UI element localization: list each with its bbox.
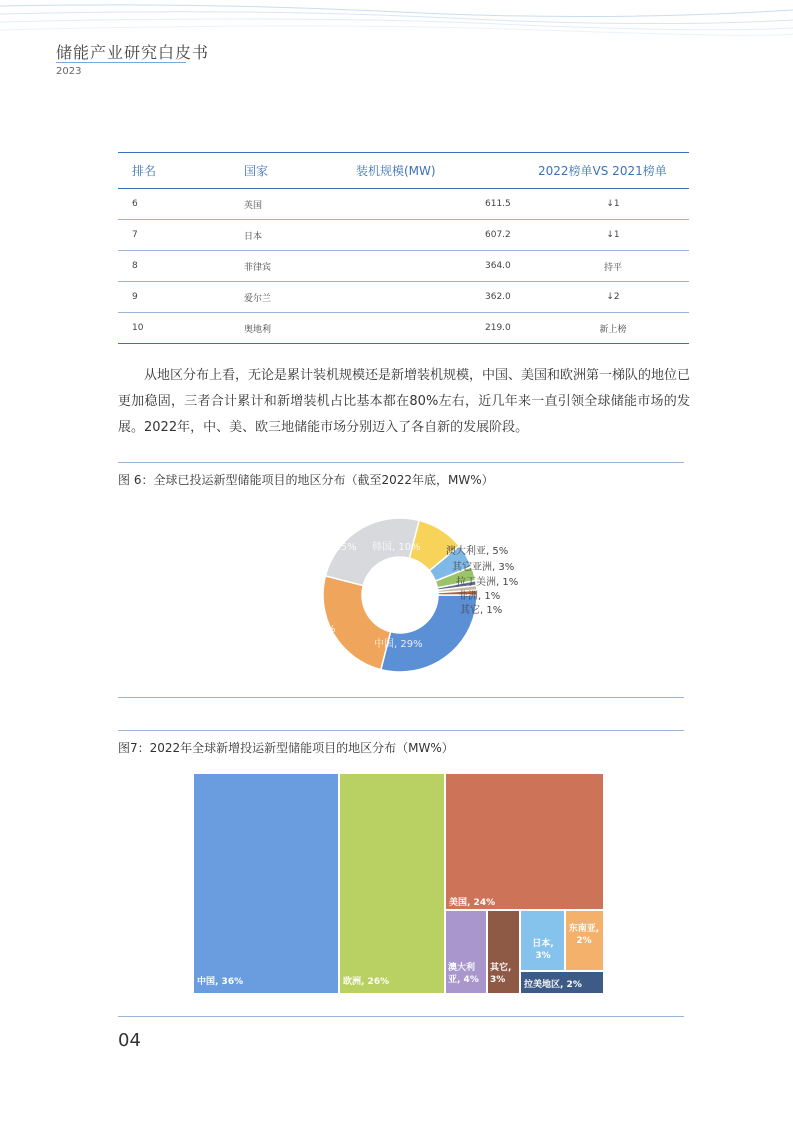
treemap-label-europe: 欧洲, 26% bbox=[343, 977, 390, 987]
capacity-cell: 362.0 bbox=[355, 282, 537, 313]
table-row bbox=[118, 189, 689, 220]
section-divider bbox=[118, 730, 684, 731]
pie-label-korea: 韩国, 10% bbox=[372, 542, 421, 553]
treemap-label-australia: 澳大利亚, 4% bbox=[448, 963, 479, 985]
col-header-rank: 排名 bbox=[118, 153, 243, 189]
treemap-cell-china bbox=[193, 773, 339, 994]
change-cell: ↓2 bbox=[537, 282, 689, 313]
col-header-country: 国家 bbox=[243, 153, 355, 189]
rank-cell: 9 bbox=[118, 282, 243, 313]
pie-label-africa: 非洲, 1% bbox=[458, 591, 501, 602]
pie-label-other: 其它, 1% bbox=[460, 605, 503, 616]
header-decoration bbox=[0, 0, 793, 40]
capacity-cell: 219.0 bbox=[355, 313, 537, 344]
pie-label-europe: 欧洲, 25% bbox=[308, 542, 357, 553]
rank-cell: 10 bbox=[118, 313, 243, 344]
capacity-cell: 607.2 bbox=[355, 220, 537, 251]
figure7-treemap bbox=[193, 773, 604, 994]
treemap-label-japan: 日本, 3% bbox=[532, 939, 554, 961]
country-cell: 奥地利 bbox=[243, 313, 355, 344]
capacity-cell: 364.0 bbox=[355, 251, 537, 282]
rank-cell: 8 bbox=[118, 251, 243, 282]
pie-label-australia: 澳大利亚, 5% bbox=[446, 546, 509, 557]
table-row bbox=[118, 313, 689, 344]
change-cell: 持平 bbox=[537, 251, 689, 282]
report-title: 储能产业研究白皮书 bbox=[56, 43, 210, 62]
figure6-donut-chart bbox=[270, 505, 530, 685]
table-row bbox=[118, 251, 689, 282]
col-header-capacity: 装机规模(MW) bbox=[355, 153, 537, 189]
country-cell: 日本 bbox=[243, 220, 355, 251]
country-cell: 菲律宾 bbox=[243, 251, 355, 282]
table-header-row bbox=[118, 153, 689, 189]
treemap-label-other: 其它, 3% bbox=[490, 963, 512, 985]
country-cell: 英国 bbox=[243, 189, 355, 220]
rank-cell: 7 bbox=[118, 220, 243, 251]
report-year: 2023 bbox=[56, 66, 82, 77]
rank-cell: 6 bbox=[118, 189, 243, 220]
table-row bbox=[118, 220, 689, 251]
section-divider bbox=[118, 697, 684, 698]
change-cell: ↓1 bbox=[537, 220, 689, 251]
section-divider bbox=[118, 462, 684, 463]
treemap-label-usa: 美国, 24% bbox=[449, 898, 496, 908]
treemap-label-latam: 拉美地区, 2% bbox=[524, 980, 582, 990]
body-paragraph: 从地区分布上看，无论是累计装机规模还是新增装机规模，中国、美国和欧洲第一梯队的地位已更加稳固，三者合计累计和新增装机占比基本都在80%左右，近几年来一直引领全球储能市场的发展。2022年，中、美、欧三地储能市场分别迈入了各自新的发展阶段。 bbox=[118, 368, 691, 435]
page-number: 04 bbox=[118, 1030, 141, 1051]
pie-label-usa: 美国, 25% bbox=[287, 624, 336, 635]
change-cell: ↓1 bbox=[537, 189, 689, 220]
header-rule bbox=[56, 62, 186, 63]
figure7-caption: 图7：2022年全球新增投运新型储能项目的地区分布（MW%） bbox=[118, 741, 454, 755]
treemap-cell-europe bbox=[339, 773, 445, 994]
table-row bbox=[118, 282, 689, 313]
pie-label-latam: 拉丁美洲, 1% bbox=[456, 577, 519, 588]
capacity-cell: 611.5 bbox=[355, 189, 537, 220]
treemap-label-china: 中国, 36% bbox=[197, 977, 244, 987]
treemap-cell-usa bbox=[445, 773, 604, 910]
pie-label-china: 中国, 29% bbox=[374, 639, 423, 650]
treemap-label-south-asia: 东南亚, 2% bbox=[568, 924, 600, 946]
col-header-change: 2022榜单VS 2021榜单 bbox=[537, 153, 689, 189]
change-cell: 新上榜 bbox=[537, 313, 689, 344]
ranking-table bbox=[118, 152, 689, 344]
pie-label-other-asia: 其它亚洲, 3% bbox=[452, 562, 515, 573]
figure6-caption: 图 6：全球已投运新型储能项目的地区分布（截至2022年底，MW%） bbox=[118, 473, 494, 487]
country-cell: 爱尔兰 bbox=[243, 282, 355, 313]
section-divider bbox=[118, 1016, 684, 1017]
